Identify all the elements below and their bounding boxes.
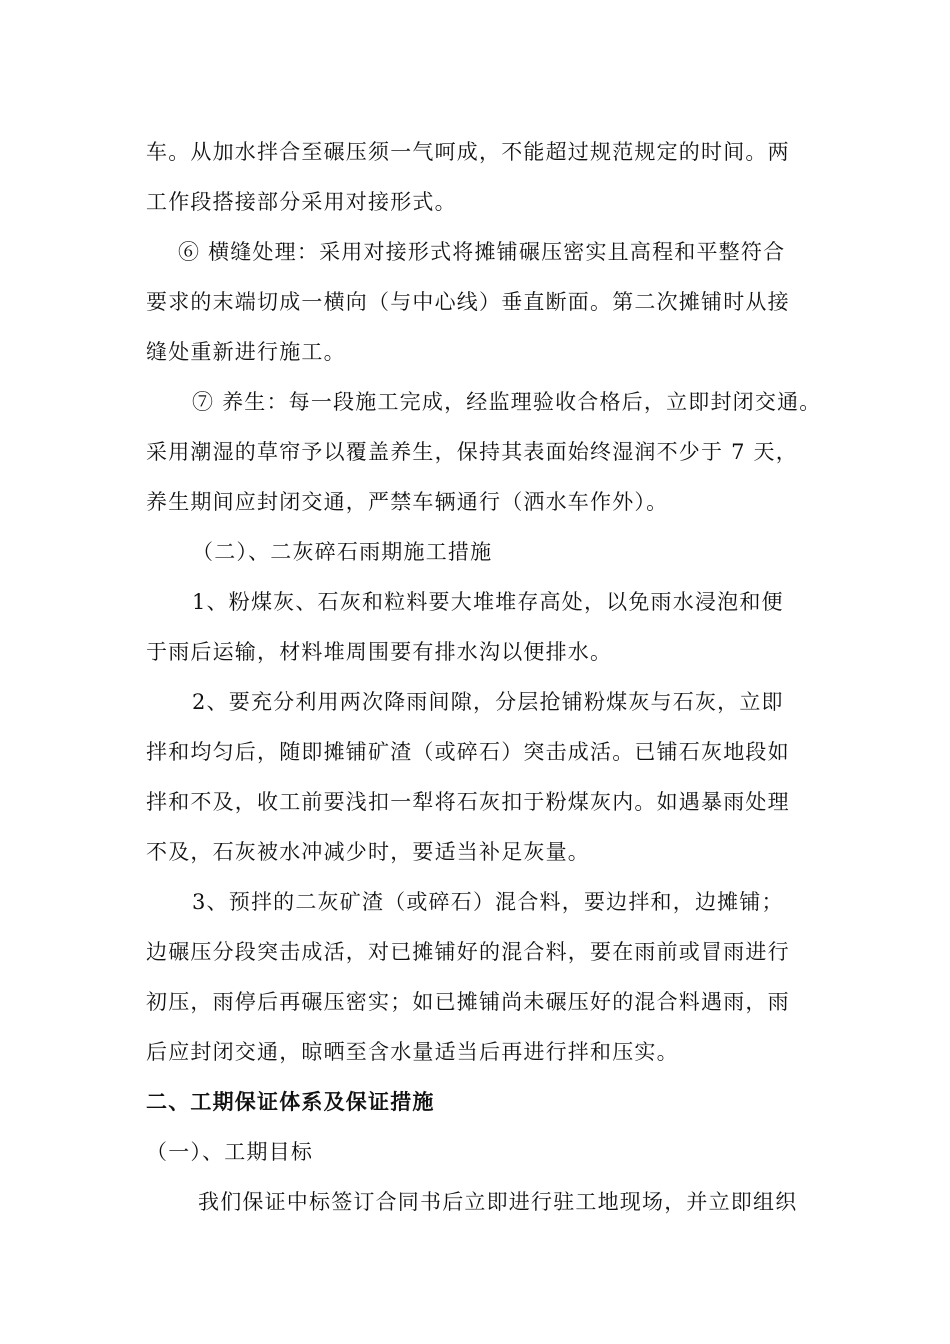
text-line: 拌和均匀后，随即摊铺矿渣（或碎石）突击成活。已铺石灰地段如 xyxy=(146,740,790,764)
text-line: 缝处重新进行施工。 xyxy=(146,340,346,364)
text-line: 我们保证中标签订合同书后立即进行驻工地现场，并立即组织 xyxy=(198,1190,798,1214)
text-line: 工作段搭接部分采用对接形式。 xyxy=(146,190,457,214)
text-line: ⑥ 横缝处理：采用对接形式将摊铺碾压密实且高程和平整符合 xyxy=(178,240,786,264)
text-line: 1、粉煤灰、石灰和粒料要大堆堆存高处，以免雨水浸泡和便 xyxy=(192,590,784,614)
text-line: 初压，雨停后再碾压密实；如已摊铺尚未碾压好的混合料遇雨，雨 xyxy=(146,990,790,1014)
text-line: ⑦ 养生：每一段施工完成，经监理验收合格后，立即封闭交通。 xyxy=(192,390,822,414)
text-line: 3、预拌的二灰矿渣（或碎石）混合料，要边拌和，边摊铺； xyxy=(192,890,784,914)
section-subheading: （二）、二灰碎石雨期施工措施 xyxy=(192,540,493,564)
text-line: 车。从加水拌合至碾压须一气呵成，不能超过规范规定的时间。两 xyxy=(146,140,790,164)
text-line: 边碾压分段突击成活，对已摊铺好的混合料，要在雨前或冒雨进行 xyxy=(146,940,790,964)
text-line: 于雨后运输，材料堆周围要有排水沟以便排水。 xyxy=(146,640,613,664)
text-line: 后应封闭交通，晾晒至含水量适当后再进行拌和压实。 xyxy=(146,1040,679,1064)
section-heading: 二、工期保证体系及保证措施 xyxy=(146,1090,435,1114)
text-line: 不及，石灰被水冲减少时，要适当补足灰量。 xyxy=(146,840,590,864)
text-line: 采用潮湿的草帘予以覆盖养生，保持其表面始终湿润不少于 7 天， xyxy=(146,440,798,464)
text-line: 要求的末端切成一横向（与中心线）垂直断面。第二次摊铺时从接 xyxy=(146,290,790,314)
text-line: 2、要充分利用两次降雨间隙，分层抢铺粉煤灰与石灰，立即 xyxy=(192,690,784,714)
text-line: 养生期间应封闭交通，严禁车辆通行（洒水车作外）。 xyxy=(146,490,669,514)
text-line: 拌和不及，收工前要浅扣一犁将石灰扣于粉煤灰内。如遇暴雨处理 xyxy=(146,790,790,814)
section-subheading: （一）、工期目标 xyxy=(146,1140,314,1164)
